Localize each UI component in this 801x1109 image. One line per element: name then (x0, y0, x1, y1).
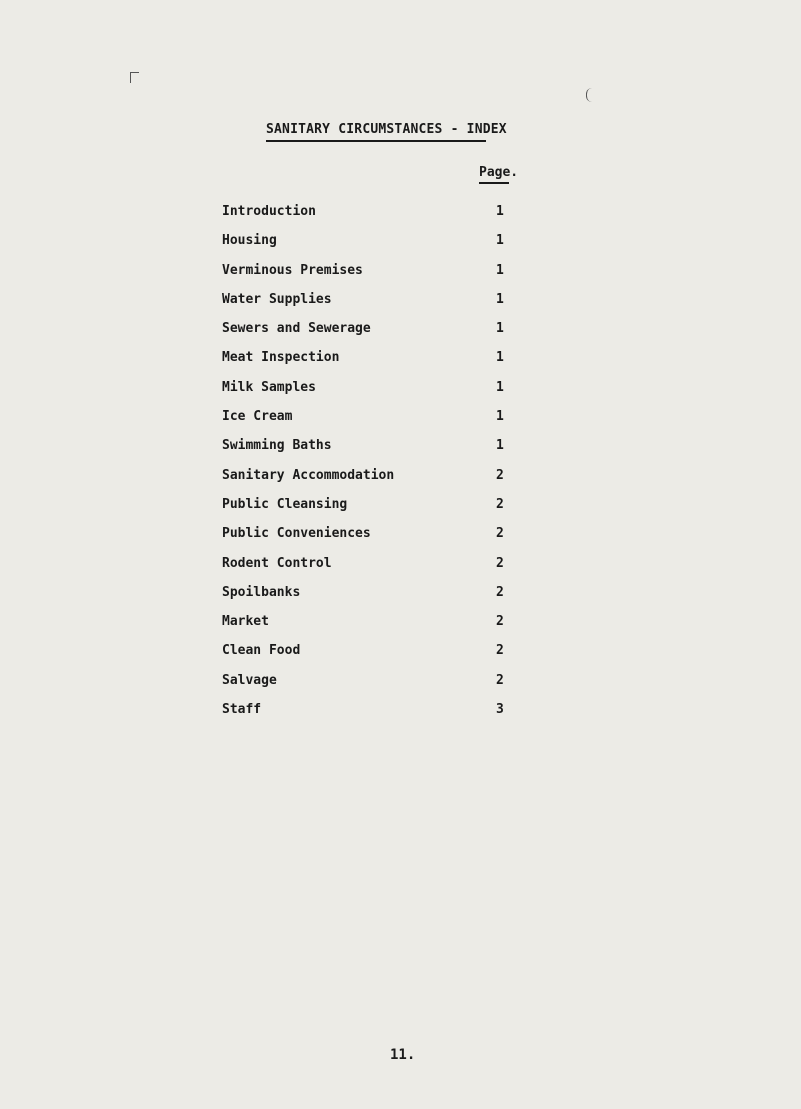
index-page-number: 1 (496, 409, 504, 425)
index-topic: Salvage (222, 672, 277, 688)
index-page-number: 1 (496, 379, 504, 395)
index-page-number: 1 (496, 321, 504, 337)
index-page-number: 1 (496, 291, 504, 307)
index-entry (0, 585, 801, 614)
index-page-number: 2 (496, 643, 504, 659)
index-topic: Milk Samples (222, 379, 316, 395)
index-entry (0, 556, 801, 585)
index-page-number: 2 (496, 584, 504, 600)
index-topic: Staff (222, 702, 262, 718)
index-entry (0, 468, 801, 497)
index-entry (0, 233, 801, 262)
corner-crop-mark (130, 72, 139, 83)
index-entry (0, 263, 801, 292)
corner-crop-mark (586, 88, 595, 102)
index-topic: Spoilbanks (222, 584, 301, 600)
index-page-number: 2 (496, 467, 504, 483)
index-entry (0, 350, 801, 379)
index-entry (0, 292, 801, 321)
index-entry (0, 643, 801, 672)
index-topic: Public Cleansing (222, 496, 348, 512)
index-topic: Sanitary Accommodation (222, 467, 395, 483)
page-heading-underline (479, 182, 509, 184)
index-entry (0, 321, 801, 350)
index-page-number: 1 (496, 438, 504, 454)
index-page-number: 1 (496, 233, 504, 249)
index-entry (0, 497, 801, 526)
index-topic: Public Conveniences (222, 526, 371, 542)
index-page-number: 2 (496, 555, 504, 571)
index-page-number: 2 (496, 672, 504, 688)
index-entry (0, 702, 801, 731)
index-topic: Introduction (222, 204, 316, 219)
index-page-number: 1 (496, 262, 504, 278)
index-topic: Housing (222, 233, 277, 249)
page-column-heading: Page. (479, 165, 519, 180)
index-entry (0, 673, 801, 702)
index-page-number: 2 (496, 496, 504, 512)
index-entry (0, 526, 801, 555)
page-title: SANITARY CIRCUMSTANCES - INDEX (266, 122, 507, 137)
index-topic: Water Supplies (222, 291, 332, 307)
index-page-number: 1 (496, 204, 504, 219)
index-entry (0, 614, 801, 643)
index-entry (0, 438, 801, 467)
index-page-number: 2 (496, 614, 504, 630)
index-entry (0, 204, 801, 233)
index-topic: Verminous Premises (222, 262, 363, 278)
index-topic: Market (222, 614, 269, 630)
title-underline (266, 140, 486, 142)
index-entry (0, 409, 801, 438)
footer-page-number: 11. (390, 1047, 416, 1063)
index-topic: Swimming Baths (222, 438, 332, 454)
index-topic: Sewers and Sewerage (222, 321, 371, 337)
index-entry (0, 380, 801, 409)
index-topic: Clean Food (222, 643, 301, 659)
index-page-number: 2 (496, 526, 504, 542)
index-page-number: 3 (496, 702, 504, 718)
index-topic: Meat Inspection (222, 350, 340, 366)
index-topic: Rodent Control (222, 555, 332, 571)
index-list (0, 204, 801, 731)
index-topic: Ice Cream (222, 409, 293, 425)
index-page-number: 1 (496, 350, 504, 366)
